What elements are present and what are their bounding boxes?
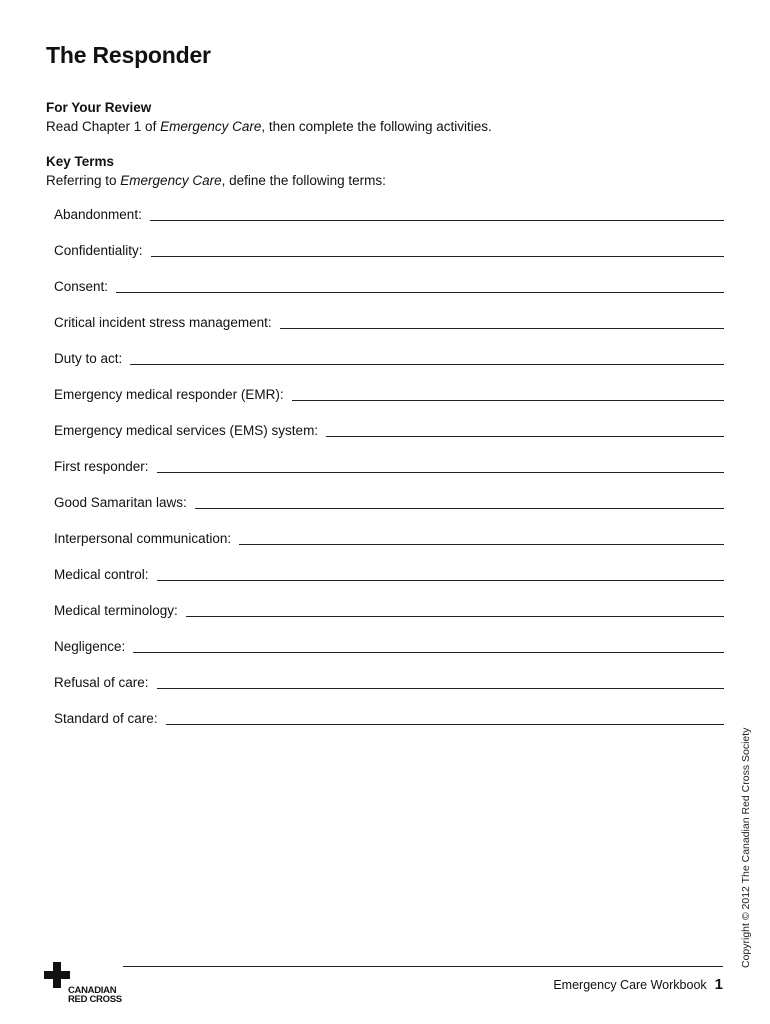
page-footer	[553, 976, 723, 993]
term-row	[54, 548, 724, 584]
answer-line[interactable]	[166, 723, 724, 725]
term-label: Negligence:	[54, 639, 126, 654]
term-label: Consent:	[54, 279, 109, 294]
term-row	[54, 584, 724, 620]
answer-line[interactable]	[326, 435, 724, 437]
answer-line[interactable]	[116, 291, 724, 293]
workbook-title: Emergency Care Workbook	[553, 978, 707, 992]
term-label: First responder:	[54, 459, 149, 474]
term-row	[54, 224, 724, 260]
term-row	[54, 202, 724, 224]
logo-wordmark	[68, 986, 122, 1004]
red-cross-logo	[44, 962, 122, 1005]
term-label: Standard of care:	[54, 711, 158, 726]
page-number: 1	[714, 976, 723, 993]
term-label: Refusal of care:	[54, 675, 149, 690]
answer-line[interactable]	[157, 471, 724, 473]
review-heading: For Your Review	[46, 100, 152, 115]
term-row	[54, 656, 724, 692]
key-terms-section	[46, 152, 386, 190]
review-instructions	[46, 117, 492, 136]
term-row	[54, 296, 724, 332]
logo-line-1: CANADIAN	[68, 985, 117, 996]
key-terms-book-title: Emergency Care	[120, 173, 222, 188]
term-row	[54, 440, 724, 476]
answer-line[interactable]	[239, 543, 724, 545]
answer-line[interactable]	[292, 399, 724, 401]
term-row	[54, 332, 724, 368]
term-row	[54, 692, 724, 728]
key-terms-text-after: , define the following terms:	[221, 173, 386, 188]
term-label: Good Samaritan laws:	[54, 495, 187, 510]
answer-line[interactable]	[280, 327, 724, 329]
terms-list	[54, 202, 724, 728]
term-label: Emergency medical services (EMS) system:	[54, 423, 319, 438]
term-row	[54, 512, 724, 548]
term-row	[54, 620, 724, 656]
answer-line[interactable]	[151, 255, 724, 257]
key-terms-text-before: Referring to	[46, 173, 121, 188]
footer-divider	[123, 966, 723, 967]
logo-line-2: RED CROSS	[68, 994, 122, 1005]
answer-line[interactable]	[150, 219, 724, 221]
review-text-after: , then complete the following activities.	[261, 119, 492, 134]
answer-line[interactable]	[195, 507, 724, 509]
red-cross-icon	[44, 962, 70, 988]
copyright-notice: Copyright © 2012 The Canadian Red Cross Society	[740, 727, 752, 968]
key-terms-instructions	[46, 171, 386, 190]
term-row	[54, 260, 724, 296]
term-row	[54, 476, 724, 512]
page-title: The Responder	[46, 42, 211, 68]
key-terms-heading: Key Terms	[46, 154, 115, 169]
review-section	[46, 98, 492, 136]
term-label: Critical incident stress management:	[54, 315, 272, 330]
answer-line[interactable]	[130, 363, 724, 365]
answer-line[interactable]	[133, 651, 724, 653]
term-label: Interpersonal communication:	[54, 531, 232, 546]
term-row	[54, 368, 724, 404]
term-row	[54, 404, 724, 440]
term-label: Medical control:	[54, 567, 149, 582]
answer-line[interactable]	[157, 579, 724, 581]
term-label: Emergency medical responder (EMR):	[54, 387, 284, 402]
term-label: Abandonment:	[54, 207, 142, 222]
term-label: Confidentiality:	[54, 243, 143, 258]
term-label: Duty to act:	[54, 351, 123, 366]
answer-line[interactable]	[186, 615, 724, 617]
review-text-before: Read Chapter 1 of	[46, 119, 161, 134]
answer-line[interactable]	[157, 687, 724, 689]
review-book-title: Emergency Care	[160, 119, 262, 134]
term-label: Medical terminology:	[54, 603, 178, 618]
